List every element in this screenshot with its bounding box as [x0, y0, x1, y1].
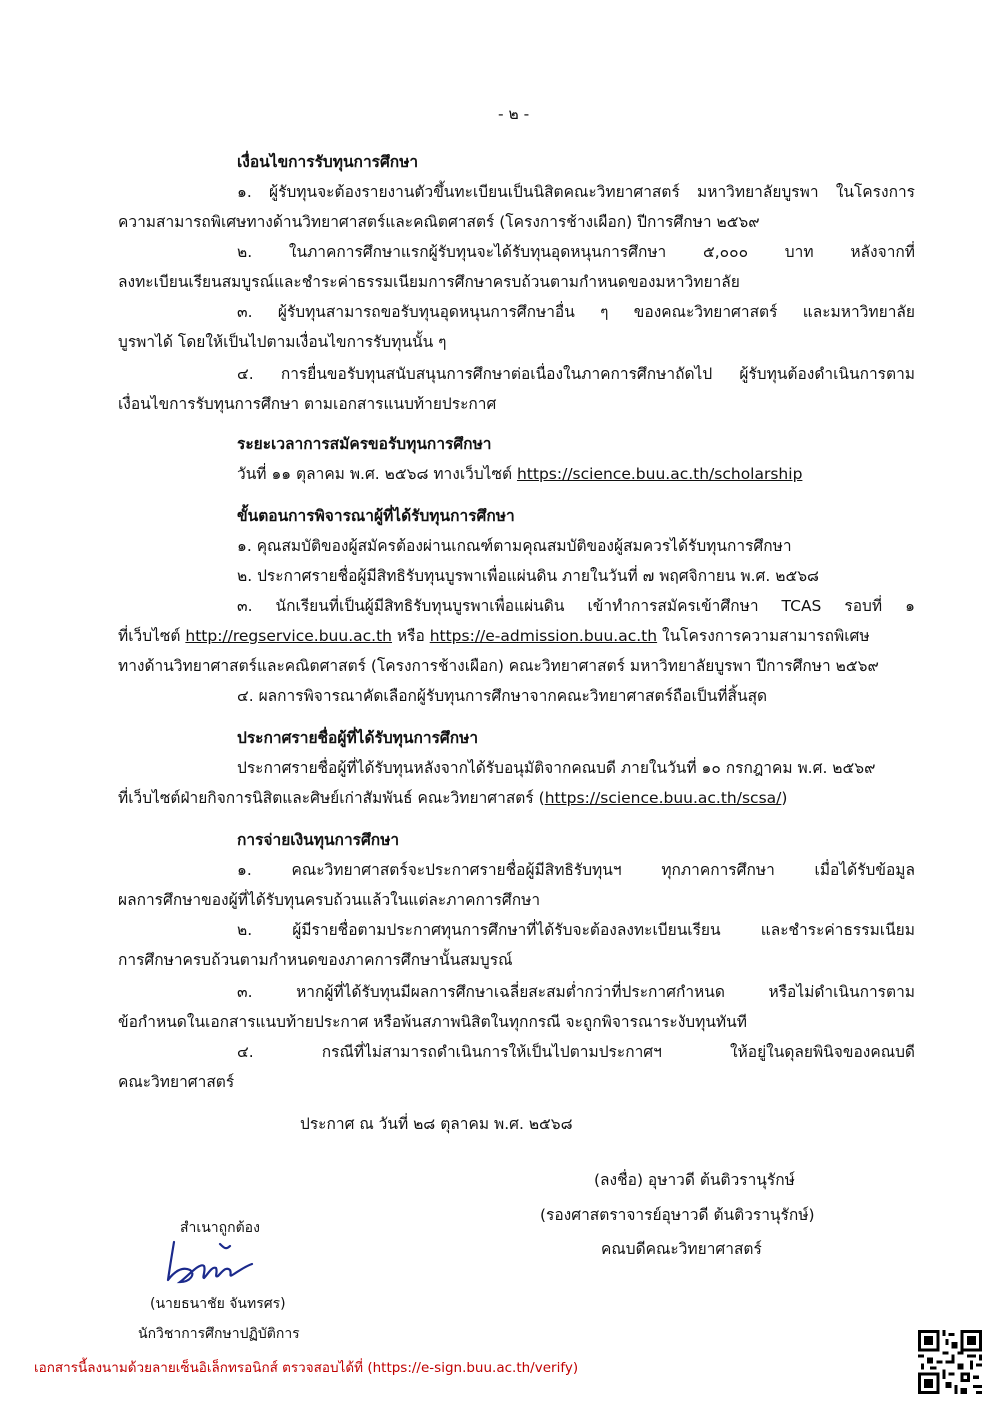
signed-by: (ลงชื่อ) อุษาวดี ต้นติวรานุรักษ์ — [594, 1171, 795, 1189]
announce-line-2-post: ) — [781, 789, 788, 807]
procedure-item-4: ๔. ผลการพิจารณาคัดเลือกผู้รับทุนการศึกษาจากคณะวิทยาศาสตร์ถือเป็นที่สิ้นสุด — [237, 687, 768, 705]
announce-line-2-pre: ที่เว็บไซต์ฝ่ายกิจการนิสิตและศิษย์เก่าสัมพันธ์ คณะวิทยาศาสตร์ ( — [118, 789, 545, 807]
scsa-link[interactable]: https://science.buu.ac.th/scsa/ — [544, 789, 782, 807]
conditions-item-3b: บูรพาได้ โดยให้เป็นไปตามเงื่อนไขการรับทุนนั้น ๆ — [118, 333, 447, 351]
payment-item-2a: ๒. ผู้มีรายชื่อตามประกาศทุนการศึกษาที่ได้รับจะต้องลงทะเบียนเรียน และชำระค่าธรรมเนียม — [237, 921, 915, 939]
signer-full-name: (รองศาสตราจารย์อุษาวดี ต้นติวรานุรักษ์) — [540, 1206, 815, 1224]
payment-item-1b: ผลการศึกษาของผู้ที่ได้รับทุนครบถ้วนแล้วในแต่ละภาคการศึกษา — [118, 891, 541, 909]
scholarship-link[interactable]: https://science.buu.ac.th/scholarship — [516, 465, 803, 483]
signer-position: คณบดีคณะวิทยาศาสตร์ — [601, 1240, 762, 1258]
announce-heading: ประกาศรายชื่อผู้ที่ได้รับทุนการศึกษา — [237, 729, 479, 747]
certified-copy-label: สำเนาถูกต้อง — [180, 1220, 260, 1236]
e-signature-notice: เอกสารนี้ลงนามด้วยลายเซ็นอิเล็กทรอนิกส์ ตรวจสอบได้ที่ (https://e-sign.buu.ac.th/verify) — [34, 1360, 579, 1376]
regservice-link[interactable]: http://regservice.buu.ac.th — [185, 627, 392, 645]
payment-item-4b: คณะวิทยาศาสตร์ — [118, 1073, 235, 1091]
procedure-heading: ขั้นตอนการพิจารณาผู้ที่ได้รับทุนการศึกษา — [237, 507, 515, 525]
procedure-item-3c: ทางด้านวิทยาศาสตร์และคณิตศาสตร์ (โครงการช้างเผือก) คณะวิทยาศาสตร์ มหาวิทยาลัยบูรพา ปีการศึกษา ๒๕๖๙ — [118, 657, 879, 675]
conditions-item-4b: เงื่อนไขการรับทุนการศึกษา ตามเอกสารแนบท้ายประกาศ — [118, 395, 497, 413]
period-line — [237, 464, 802, 484]
procedure-item-3b-pre: ที่เว็บไซต์ — [118, 627, 186, 645]
payment-item-4a: ๔. กรณีที่ไม่สามารถดำเนินการให้เป็นไปตามประกาศฯ ให้อยู่ในดุลยพินิจของคณบดี — [237, 1043, 915, 1061]
payment-item-3a: ๓. หากผู้ที่ได้รับทุนมีผลการศึกษาเฉลี่ยสะสมต่ำกว่าที่ประกาศกำหนด หรือไม่ดำเนินการตาม — [237, 983, 915, 1001]
period-text: วันที่ ๑๑ ตุลาคม พ.ศ. ๒๕๖๘ ทางเว็บไซต์ — [237, 465, 517, 483]
e-admission-link[interactable]: https://e-admission.buu.ac.th — [429, 627, 658, 645]
conditions-heading: เงื่อนไขการรับทุนการศึกษา — [237, 153, 419, 171]
announce-line-2 — [118, 788, 787, 808]
conditions-item-4a: ๔. การยื่นขอรับทุนสนับสนุนการศึกษาต่อเนื่องในภาคการศึกษาถัดไป ผู้รับทุนต้องดำเนินการตาม — [237, 365, 915, 383]
payment-heading: การจ่ายเงินทุนการศึกษา — [237, 831, 400, 849]
conditions-item-1a: ๑. ผู้รับทุนจะต้องรายงานตัวขึ้นทะเบียนเป็นนิสิตคณะวิทยาศาสตร์ มหาวิทยาลัยบูรพา ในโครงการ — [237, 183, 915, 201]
payment-item-1a: ๑. คณะวิทยาศาสตร์จะประกาศรายชื่อผู้มีสิทธิรับทุนฯ ทุกภาคการศึกษา เมื่อได้รับข้อมูล — [237, 861, 915, 879]
procedure-item-2: ๒. ประกาศรายชื่อผู้มีสิทธิรับทุนบูรพาเพื่อแผ่นดิน ภายในวันที่ ๗ พฤศจิกายน พ.ศ. ๒๕๖๘ — [237, 567, 819, 585]
verification-qr-code-icon[interactable] — [918, 1330, 982, 1394]
certifier-position: นักวิชาการศึกษาปฏิบัติการ — [138, 1326, 300, 1342]
conditions-item-1b: ความสามารถพิเศษทางด้านวิทยาศาสตร์และคณิตศาสตร์ (โครงการช้างเผือก) ปีการศึกษา ๒๕๖๙ — [118, 213, 760, 231]
handwritten-signature-icon — [160, 1236, 260, 1288]
conditions-item-2a: ๒. ในภาคการศึกษาแรกผู้รับทุนจะได้รับทุนอุดหนุนการศึกษา ๕,๐๐๐ บาท หลังจากที่ — [237, 243, 915, 261]
announce-line-1: ประกาศรายชื่อผู้ที่ได้รับทุนหลังจากได้รับอนุมัติจากคณบดี ภายในวันที่ ๑๐ กรกฎาคม พ.ศ. ๒๕๖๙ — [237, 759, 876, 777]
procedure-item-3b-mid: หรือ — [391, 627, 430, 645]
procedure-item-1: ๑. คุณสมบัติของผู้สมัครต้องผ่านเกณฑ์ตามคุณสมบัติของผู้สมควรได้รับทุนการศึกษา — [237, 537, 792, 555]
procedure-item-3b — [118, 626, 870, 646]
payment-item-3b: ข้อกำหนดในเอกสารแนบท้ายประกาศ หรือพ้นสภาพนิสิตในทุกกรณี จะถูกพิจารณาระงับทุนทันที — [118, 1013, 747, 1031]
procedure-item-3a: ๓. นักเรียนที่เป็นผู้มีสิทธิรับทุนบูรพาเพื่อแผ่นดิน เข้าทำการสมัครเข้าศึกษา TCAS รอบที่ ๑ — [237, 597, 915, 615]
procedure-item-3b-post: ในโครงการความสามารถพิเศษ — [657, 627, 870, 645]
payment-item-2b: การศึกษาครบถ้วนตามกำหนดของภาคการศึกษานั้นสมบูรณ์ — [118, 951, 513, 969]
period-heading: ระยะเวลาการสมัครขอรับทุนการศึกษา — [237, 435, 492, 453]
conditions-item-3a: ๓. ผู้รับทุนสามารถขอรับทุนอุดหนุนการศึกษาอื่น ๆ ของคณะวิทยาศาสตร์ และมหาวิทยาลัย — [237, 303, 915, 321]
certifier-name: (นายธนาชัย จันทรศร) — [150, 1296, 286, 1312]
announcement-date: ประกาศ ณ วันที่ ๒๘ ตุลาคม พ.ศ. ๒๕๖๘ — [300, 1115, 573, 1133]
conditions-item-2b: ลงทะเบียนเรียนสมบูรณ์และชำระค่าธรรมเนียมการศึกษาครบถ้วนตามกำหนดของมหาวิทยาลัย — [118, 273, 740, 291]
page-number: - ๒ - — [498, 105, 530, 123]
